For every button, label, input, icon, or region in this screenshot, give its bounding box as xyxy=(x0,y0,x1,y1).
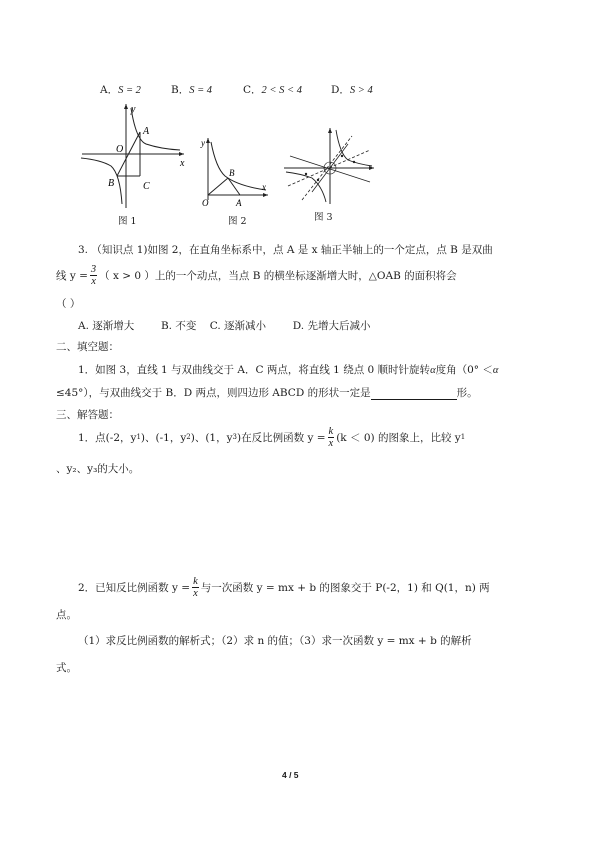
option-c: C．2 < S < 4 xyxy=(243,84,302,96)
fig2-label-o: O xyxy=(202,198,209,208)
q3-condition: （ x > 0 ）上的一个动点，当点 B 的横坐标逐渐增大时，△OAB 的面积将会 xyxy=(99,269,457,282)
section-2-q1-line1: 1．如图 3，直线 1 与双曲线交于 A．C 两点，将直线 1 绕点 0 顺时针旋转α度角（0° ＜α xyxy=(78,364,499,376)
section-3-q1-line1: 1．点(-2，y 1 )、(-1，y 2 )、(1，y 3 )在反比例函数 y = $\frac{k}{x}$ (k ＜ 0) 的图象上，比较 y 1 xyxy=(78,425,466,449)
figure-1-caption: 图 1 xyxy=(118,216,137,227)
page-number: 4 / 5 xyxy=(282,770,299,780)
figure-3-caption: 图 3 xyxy=(314,212,333,223)
section-3-q2-line3: （1）求反比例函数的解析式；（2）求 n 的值；（3）求一次函数 y = mx + b 的解析 xyxy=(78,635,472,647)
q3-fraction: $\frac{3}{x}$ xyxy=(90,263,97,287)
section-3-q2-line2: 点。 xyxy=(56,609,77,621)
figure-2-caption: 图 2 xyxy=(228,216,247,227)
fig2-label-x: x xyxy=(262,182,266,192)
option-b: B．S = 4 xyxy=(171,84,213,96)
fig1-label-o: O xyxy=(116,144,124,155)
q3-answer-paren: （ ） xyxy=(56,298,81,310)
section-3-title: 三、解答题： xyxy=(56,409,119,421)
figure-2-diagram xyxy=(198,134,272,208)
fig2-label-a: A xyxy=(236,198,242,208)
section-3-q2-fraction: $\frac{k}{x}$ xyxy=(193,575,198,599)
section-2-title: 二、填空题： xyxy=(56,341,119,353)
section-3-q1-fraction: $\frac{k}{x}$ xyxy=(328,425,334,449)
figure-1-diagram xyxy=(76,100,188,212)
fig1-label-c: C xyxy=(143,181,150,192)
q3-options: A. 逐渐增大 B. 不变 C. 逐渐减小 D. 先增大后减小 xyxy=(78,320,371,332)
option-d: D．S > 4 xyxy=(331,84,373,96)
fig2-label-b: B xyxy=(229,168,235,178)
q3-function-prefix: 线 y = xyxy=(56,269,88,282)
section-3-q2-line1: 2．已知反比例函数 y = $\frac{k}{x}$ 与一次函数 y = mx + b 的图象交于 P(-2，1) 和 Q(1，n) 两 xyxy=(78,575,490,599)
section-3-q1-line2: 、y₂、y₃的大小。 xyxy=(56,463,140,475)
fig1-label-y: y xyxy=(131,104,136,115)
q3-line1: 3. （知识点 1)如图 2，在直角坐标系中，点 A 是 x 轴正半轴上的一个定点，点 B 是双曲 xyxy=(78,244,493,256)
fig1-label-a: A xyxy=(143,126,150,137)
section-2-q1-line2: ≤45°），与双曲线交于 B．D 两点，则四边形 ABCD 的形状一定是 形。 xyxy=(56,387,478,399)
option-a: A．S = 2 xyxy=(100,84,141,96)
q3-line2 xyxy=(56,262,457,288)
fig1-label-b: B xyxy=(108,178,115,189)
fill-in-blank[interactable] xyxy=(371,389,457,400)
section-3-q2-line4: 式。 xyxy=(56,662,77,674)
fig2-label-y: y xyxy=(201,138,205,148)
figure-3-diagram xyxy=(282,126,376,206)
fig1-label-x: x xyxy=(180,158,185,169)
